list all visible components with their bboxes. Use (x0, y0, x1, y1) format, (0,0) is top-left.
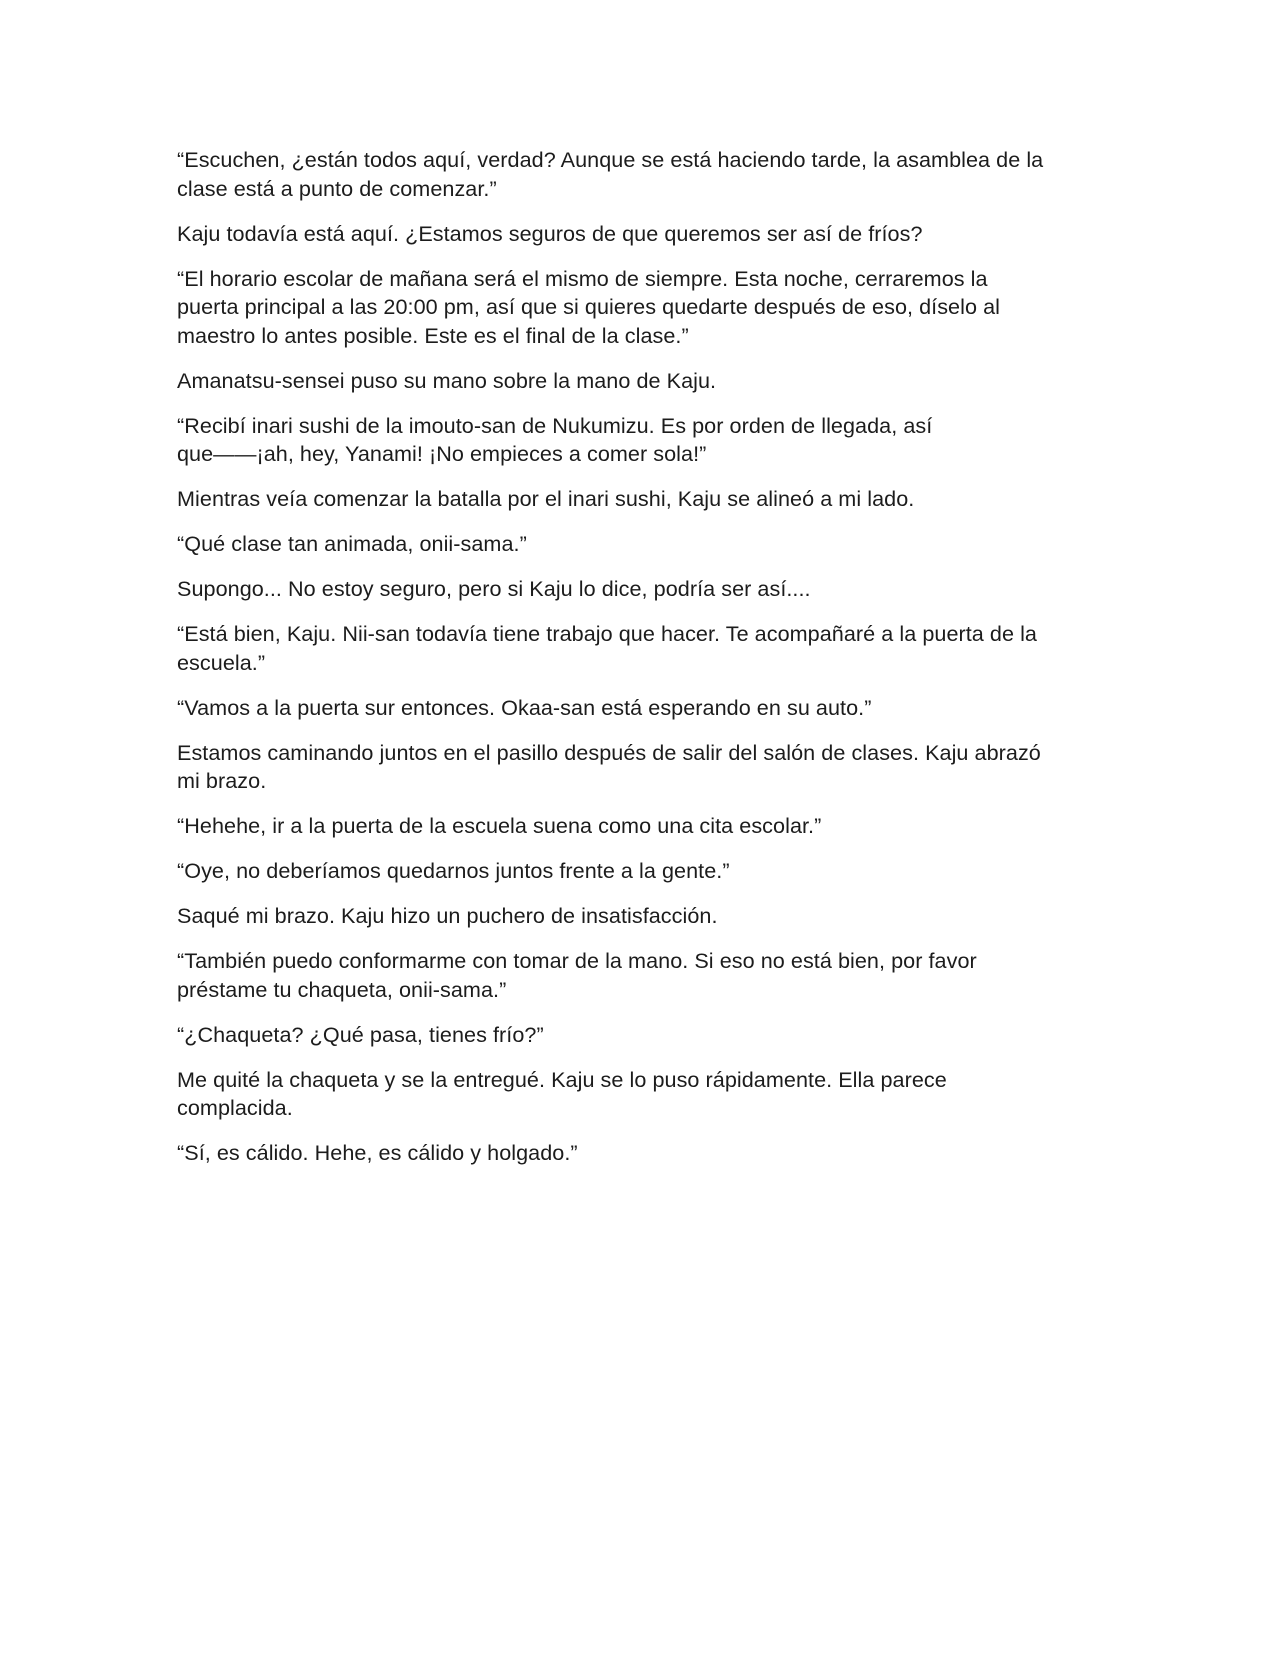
paragraph: “Recibí inari sushi de la imouto-san de Nukumizu. Es por orden de llegada, así que——¡ah, hey, Yanami! ¡No empieces a comer sola!” (177, 412, 933, 466)
paragraph: Amanatsu-sensei puso su mano sobre la mano de Kaju. (177, 367, 717, 393)
paragraph: Me quité la chaqueta y se la entregué. Kaju se lo puso rápidamente. Ella parece complacida. (177, 1066, 947, 1120)
paragraph: “Sí, es cálido. Hehe, es cálido y holgado.” (177, 1140, 578, 1165)
paragraph: “Escuchen, ¿están todos aquí, verdad? Aunque se está haciendo tarde, la asamblea de la clase está a punto de comenzar.” (177, 147, 1044, 201)
document-body (177, 146, 1107, 1184)
paragraph: “El horario escolar de mañana será el mismo de siempre. Esta noche, cerraremos la puerta principal a las 20:00 pm, así que si quieres quedarte después de eso, díselo al maestro lo antes posible. Este es el final de la clase.” (177, 265, 1000, 348)
paragraph: Estamos caminando juntos en el pasillo después de salir del salón de clases. Kaju abrazó mi brazo. (177, 739, 1041, 793)
paragraph: Saqué mi brazo. Kaju hizo un puchero de insatisfacción. (177, 903, 718, 928)
paragraph: “Hehehe, ir a la puerta de la escuela suena como una cita escolar.” (177, 813, 822, 838)
paragraph: “Está bien, Kaju. Nii-san todavía tiene trabajo que hacer. Te acompañaré a la puerta de la escuela.” (177, 621, 1037, 675)
paragraph: “Qué clase tan animada, onii-sama.” (177, 531, 527, 556)
paragraph: “¿Chaqueta? ¿Qué pasa, tienes frío?” (177, 1021, 544, 1047)
paragraph: “También puedo conformarme con tomar de la mano. Si eso no está bien, por favor préstame tu chaqueta, onii-sama.” (177, 948, 977, 1002)
paragraph: “Oye, no deberíamos quedarnos juntos frente a la gente.” (177, 858, 730, 883)
paragraph: Kaju todavía está aquí. ¿Estamos seguros de que queremos ser así de fríos? (177, 220, 923, 246)
paragraph: Supongo... No estoy seguro, pero si Kaju lo dice, podría ser así.... (177, 576, 811, 601)
paragraph: “Vamos a la puerta sur entonces. Okaa-san está esperando en su auto.” (177, 694, 872, 720)
paragraph: Mientras veía comenzar la batalla por el inari sushi, Kaju se alineó a mi lado. (177, 486, 915, 511)
